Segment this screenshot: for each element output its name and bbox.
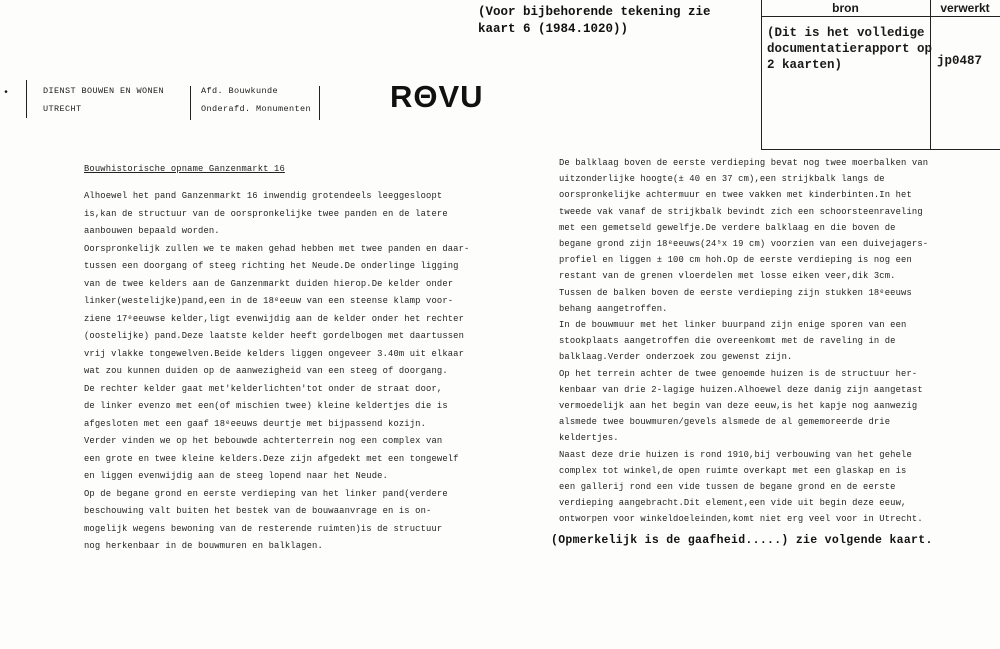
- header-note-line-1: (Voor bijbehorende tekening zie: [478, 5, 711, 19]
- letterhead-dept: [201, 82, 311, 118]
- left-text-line: Verder vinden we op het bebouwde achterterrein nog een complex van: [84, 436, 443, 446]
- left-text-line: en liggen evenwijdig aan de steeg lopend naar het Neude.: [84, 471, 389, 481]
- org-line-1: DIENST BOUWEN EN WONEN: [43, 86, 165, 96]
- left-text-line: mogelijk wegens bewoning van de resterende ruimten)is de structuur: [84, 523, 443, 534]
- left-text-line: De rechter kelder gaat met'kelderlichten'tot onder de straat door,: [84, 383, 443, 394]
- right-text-line: met een gemetseld gewelfje.De verdere balklaag en die boven de: [559, 222, 896, 233]
- right-text-line: oorspronkelijke achtermuur en twee vakken met kinderbinten.In het: [559, 190, 912, 201]
- stamp-bron-label: bron: [832, 1, 859, 15]
- right-text-line: stookplaats aangetroffen die overeenkomt met de raveling in de: [559, 336, 896, 347]
- right-text-line: uitzonderlijke hoogte(± 40 en 37 cm),een strijkbalk langs de: [559, 174, 885, 185]
- margin-mark: •: [3, 88, 10, 99]
- letterhead-bar-right: [319, 86, 320, 120]
- right-text-line: kenbaar van drie 2-lagige huizen.Alhoewel deze danig zijn aangetast: [559, 384, 923, 395]
- letterhead-bar-left: [26, 80, 27, 118]
- stamp-verwerkt-label: verwerkt: [940, 1, 990, 15]
- left-text-line: wat zou kunnen duiden op de aanwezigheid van een steeg of doorgang.: [84, 366, 448, 376]
- stamp-header-rule: [761, 16, 1000, 17]
- right-text-line: verdieping aangebracht.Dit element,een vide uit begin deze eeuw,: [559, 498, 907, 509]
- right-text-line: tweede vak vanaf de strijkbalk bevindt zich een schoorsteenraveling: [559, 206, 923, 217]
- left-text-line: aanbouwen bepaald worden.: [84, 226, 220, 236]
- closing-note: (Opmerkelijk is de gaafheid.....) zie volgende kaart.: [551, 534, 933, 547]
- left-text-line: ziene 17ᵉeeuwse kelder,ligt evenwijdig aan de kelder onder het rechter: [84, 313, 465, 324]
- right-text-line: Op het terrein achter de twee genoemde huizen is de structuur her-: [559, 368, 918, 379]
- right-text-line: De balklaag boven de eerste verdieping bevat nog twee moerbalken van: [559, 158, 929, 168]
- left-text-line: de linker evenzo met een(of mischien twee) kleine keldertjes die is: [84, 401, 448, 411]
- left-text-line: linker(westelijke)pand,een in de 18ᵉeeuw van een steense klamp voor-: [84, 296, 454, 306]
- right-text-line: profiel en liggen ± 100 cm hoh.Op de eerste verdieping is nog een: [559, 255, 912, 266]
- left-text-line: beschouwing valt buiten het bestek van de bouwaanvrage en is on-: [84, 506, 432, 516]
- left-text-line: is,kan de structuur van de oorspronkelijke twee panden en de latere: [84, 208, 448, 219]
- header-note: [478, 4, 711, 38]
- dept-line-1: Afd. Bouwkunde: [201, 86, 279, 96]
- rovu-logo: RΘVU: [390, 79, 484, 114]
- right-text-line: vermoedelijk aan het begin van deze eeuw,is het kapje nog aanwezig: [559, 401, 918, 411]
- stamp-dossier-note: [767, 25, 932, 73]
- letterhead-bar-mid: [190, 86, 191, 120]
- left-text-line: afgesloten met een gaaf 18ᵉeeuws deurtje met bijpassend kozijn.: [84, 418, 427, 429]
- dossier-line: documentatierapport op: [767, 42, 933, 56]
- stamp-code: jp0487: [937, 54, 983, 68]
- right-text-line: alsmede twee bouwmuren/gevels alsmede de al gememoreerde drie: [559, 417, 891, 428]
- right-text-line: keldertjes.: [559, 433, 619, 444]
- left-text-line: vrij vlakke tongewelven.Beide kelders liggen ongeveer 3.40m uit elkaar: [84, 348, 465, 359]
- dossier-line: (Dit is het volledige: [767, 26, 925, 40]
- left-text-line: van de twee kelders aan de Ganzenmarkt duiden hierop.De kelder onder: [84, 278, 454, 289]
- left-text-line: een grote en twee kleine kelders.Deze zijn afgedekt met een tongewelf: [84, 453, 459, 464]
- left-text-line: Alhoewel het pand Ganzenmarkt 16 inwendig grotendeels leeggesloopt: [84, 191, 443, 201]
- dossier-line: 2 kaarten): [767, 58, 843, 72]
- report-title: Bouwhistorische opname Ganzenmarkt 16: [84, 164, 285, 174]
- right-text-line: Tussen de balken boven de eerste verdieping zijn stukken 18ᵉeeuws: [559, 287, 912, 298]
- dept-line-2: Onderafd. Monumenten: [201, 104, 312, 114]
- letterhead-org: [43, 82, 164, 118]
- right-text-line: In de bouwmuur met het linker buurpand zijn enige sporen van een: [559, 320, 907, 330]
- left-text-line: Op de begane grond en eerste verdieping van het linker pand(verdere: [84, 488, 448, 499]
- right-text-line: een gallerij rond een vide tussen de begane grond en de eerste: [559, 482, 896, 492]
- right-text-line: ontworpen voor winkeldoeleinden,komt niet erg veel voor in Utrecht.: [559, 514, 923, 525]
- right-text-line: behang aangetroffen.: [559, 303, 668, 314]
- right-text-line: restant van de grenen vloerdelen met losse eiken veer,dik 3cm.: [559, 271, 896, 282]
- right-text-line: begane grond zijn 18ᵉeeuws(24⁵x 19 cm) voorzien van een duivejagers-: [559, 239, 929, 249]
- left-text-line: Oorspronkelijk zullen we te maken gehad hebben met twee panden en daar-: [84, 243, 470, 254]
- stamp-box: [761, 0, 1000, 150]
- right-text-line: balklaag.Verder onderzoek zou gewenst zijn.: [559, 352, 793, 363]
- left-text-line: tussen een doorgang of steeg richting het Neude.De onderlinge ligging: [84, 261, 459, 271]
- header-note-line-2: kaart 6 (1984.1020)): [478, 22, 629, 36]
- right-text-line: Naast deze drie huizen is rond 1910,bij verbouwing van het gehele: [559, 449, 912, 460]
- left-text-line: nog herkenbaar in de bouwmuren en balklagen.: [84, 541, 323, 551]
- right-text-line: complex tot winkel,de open ruimte overkapt met een glaskap en is: [559, 465, 907, 476]
- org-line-2: UTRECHT: [43, 104, 82, 114]
- stamp-divider: [930, 0, 931, 149]
- left-text-line: (oostelijke) pand.Deze laatste kelder heeft gordelbogen met daartussen: [84, 331, 465, 341]
